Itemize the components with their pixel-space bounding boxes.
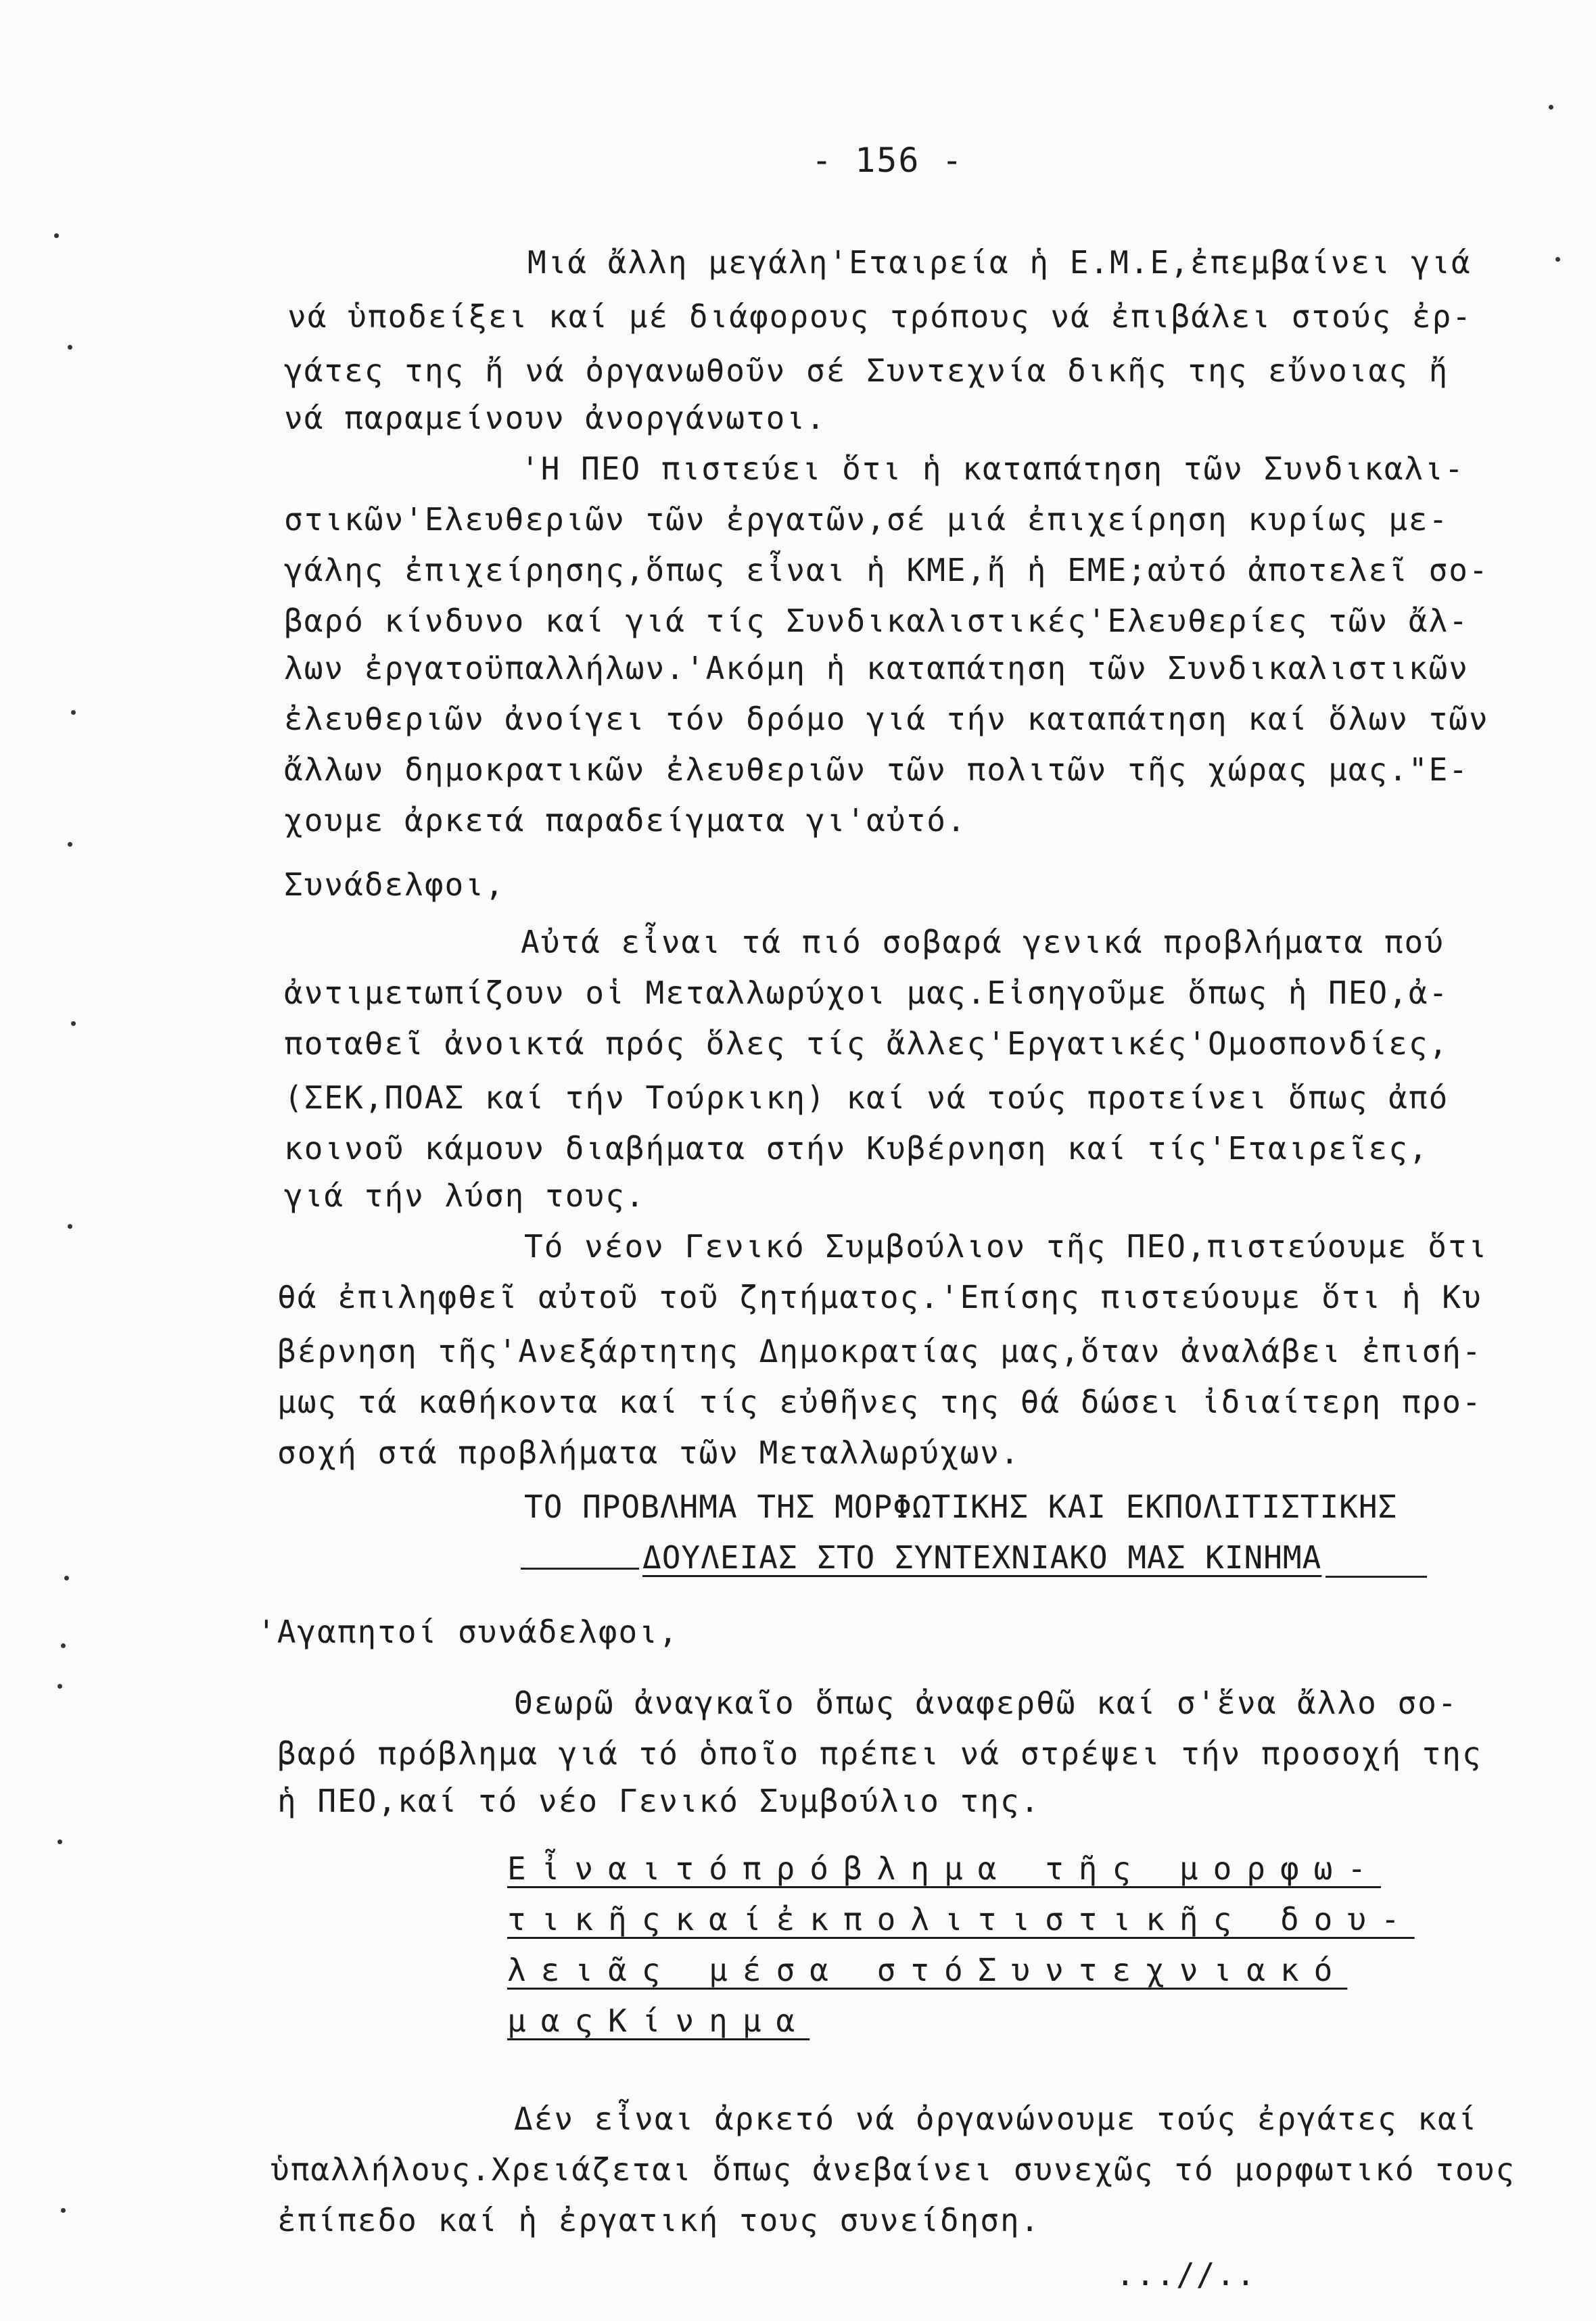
text-line: ἐπίπεδο καί ἡ ἐργατική τους συνείδηση. xyxy=(277,2202,1041,2238)
text-line: Τό νέον Γενικό Συμβούλιον τῆς ΠΕΟ,πιστεύουμε ὅτι xyxy=(524,1228,1488,1265)
scan-speck xyxy=(68,345,72,350)
salutation: 'Αγαπητοί συνάδελφοι, xyxy=(257,1614,679,1650)
scan-speck xyxy=(68,1224,72,1229)
text-line: 'Η ΠΕΟ πιστεύει ὅτι ἡ καταπάτηση τῶν Συνδικαλι- xyxy=(521,450,1465,487)
text-line: κοινοῦ κάμουν διαβήματα στήν Κυβέρνηση καί τίς'Εταιρεῖες, xyxy=(284,1130,1429,1167)
text-line: σοχή στά προβλήματα τῶν Μεταλλωρύχων. xyxy=(277,1434,1020,1471)
scan-speck xyxy=(61,2208,66,2213)
text-line: Δέν εἶναι ἀρκετό νά ὀργανώνουμε τούς ἐργάτες καί xyxy=(514,2101,1478,2137)
emphasis-line: μαςΚίνημα xyxy=(507,2002,810,2039)
text-line: ἀντιμετωπίζουν οἱ Μεταλλωρύχοι μας.Εἰσηγοῦμε ὅπως ἡ ΠΕΟ,ἀ- xyxy=(284,975,1449,1011)
text-line: βαρό κίνδυνο καί γιά τίς Συνδικαλιστικές'Ελευθερίες τῶν ἄλ- xyxy=(284,603,1469,639)
text-line: Θεωρῶ ἀναγκαῖο ὅπως ἀναφερθῶ καί σ'ἕνα ἄλλο σο- xyxy=(514,1685,1458,1721)
scan-speck xyxy=(68,842,72,847)
text-line: γάλης ἐπιχείρησης,ὅπως εἶναι ἡ ΚΜΕ,ἤ ἡ ΕΜΕ;αὐτό ἀποτελεῖ σο- xyxy=(284,552,1489,588)
scan-speck xyxy=(1549,105,1553,110)
scan-speck xyxy=(71,1021,76,1026)
text-line: (ΣΕΚ,ΠΟΑΣ καί τήν Τούρκικη) καί νά τούς προτείνει ὅπως ἀπό xyxy=(284,1079,1449,1116)
text-line: λων ἐργατοϋπαλλήλων.'Ακόμη ἡ καταπάτηση τῶν Συνδικαλιστικῶν xyxy=(284,650,1469,686)
section-heading-line-2: ΔΟΥΛΕΙΑΣ ΣΤΟ ΣΥΝΤΕΧΝΙΑΚΟ ΜΑΣ ΚΙΝΗΜΑ xyxy=(642,1539,1322,1576)
text-line: ἐλευθεριῶν ἀνοίγει τόν δρόμο γιά τήν καταπάτηση καί ὅλων τῶν xyxy=(284,701,1489,737)
continuation-mark: ...//.. xyxy=(1116,2256,1257,2293)
text-line: ποταθεῖ ἀνοικτά πρός ὅλες τίς ἄλλες'Εργατικές'Ομοσπονδίες, xyxy=(284,1025,1449,1062)
text-line: ἡ ΠΕΟ,καί τό νέο Γενικό Συμβούλιο της. xyxy=(277,1783,1041,1819)
emphasis-line: λειᾶς μέσα στόΣυντεχνιακό xyxy=(507,1952,1348,1988)
scan-speck xyxy=(1555,257,1560,262)
text-line: ὑπαλλήλους.Χρειάζεται ὅπως ἀνεβαίνει συνεχῶς τό μορφωτικό τους xyxy=(271,2151,1516,2188)
text-line: μως τά καθήκοντα καί τίς εὐθῆνες της θά δώσει ἰδιαίτερη προ- xyxy=(277,1384,1482,1420)
section-heading-line-1: ΤΟ ΠΡΟΒΛΗΜΑ ΤΗΣ ΜΟΡΦΩΤΙΚΗΣ ΚΑΙ ΕΚΠΟΛΙΤΙΣΤΙΚΗΣ xyxy=(524,1488,1398,1525)
text-line: θά ἐπιληφθεῖ αὐτοῦ τοῦ ζητήματος.'Επίσης πιστεύουμε ὅτι ἡ Κυ xyxy=(277,1279,1482,1315)
text-line: ἄλλων δημοκρατικῶν ἐλευθεριῶν τῶν πολιτῶν τῆς χώρας μας."Ε- xyxy=(284,751,1469,788)
salutation: Συνάδελφοι, xyxy=(284,866,505,903)
scan-speck xyxy=(54,233,59,238)
text-line: γάτες της ἤ νά ὀργανωθοῦν σέ Συντεχνία δικῆς της εὔνοιας ἤ xyxy=(284,352,1449,389)
heading-rule xyxy=(1325,1576,1427,1578)
scan-speck xyxy=(71,710,76,715)
text-line: βέρνηση τῆς'Ανεξάρτητης Δημοκρατίας μας,ὅταν ἀναλάβει ἐπισή- xyxy=(277,1333,1482,1369)
text-line: νά ὑποδείξει καί μέ διάφορους τρόπους νά ἐπιβάλει στούς ἐρ- xyxy=(287,298,1472,335)
text-line: νά παραμείνουν ἀνοργάνωτοι. xyxy=(284,400,826,436)
emphasis-line: τικῆςκαίἐκπολιτιστικῆς δου- xyxy=(507,1901,1415,1938)
text-line: Μιά ἄλλη μεγάλη'Εταιρεία ἡ Ε.Μ.Ε,ἐπεμβαίνει γιά xyxy=(527,244,1472,281)
page-number: - 156 - xyxy=(812,141,964,180)
text-line: βαρό πρόβλημα γιά τό ὁποῖο πρέπει νά στρέψει τήν προσοχή της xyxy=(277,1735,1482,1772)
scan-speck xyxy=(64,1576,69,1580)
text-line: γιά τήν λύση τους. xyxy=(284,1177,646,1214)
scan-speck xyxy=(57,1684,62,1689)
text-line: χουμε ἀρκετά παραδείγματα γι'αὐτό. xyxy=(284,802,967,839)
scan-speck xyxy=(57,1839,62,1844)
text-line: στικῶν'Ελευθεριῶν τῶν ἐργατῶν,σέ μιά ἐπιχείρηση κυρίως με- xyxy=(284,501,1449,538)
emphasis-line: Εἶναιτόπρόβλημα τῆς μορφω- xyxy=(507,1850,1382,1887)
text-line: Αὐτά εἶναι τά πιό σοβαρά γενικά προβλήματα πού xyxy=(521,924,1445,960)
heading-dashes xyxy=(521,1568,639,1570)
scan-speck xyxy=(61,1643,66,1648)
